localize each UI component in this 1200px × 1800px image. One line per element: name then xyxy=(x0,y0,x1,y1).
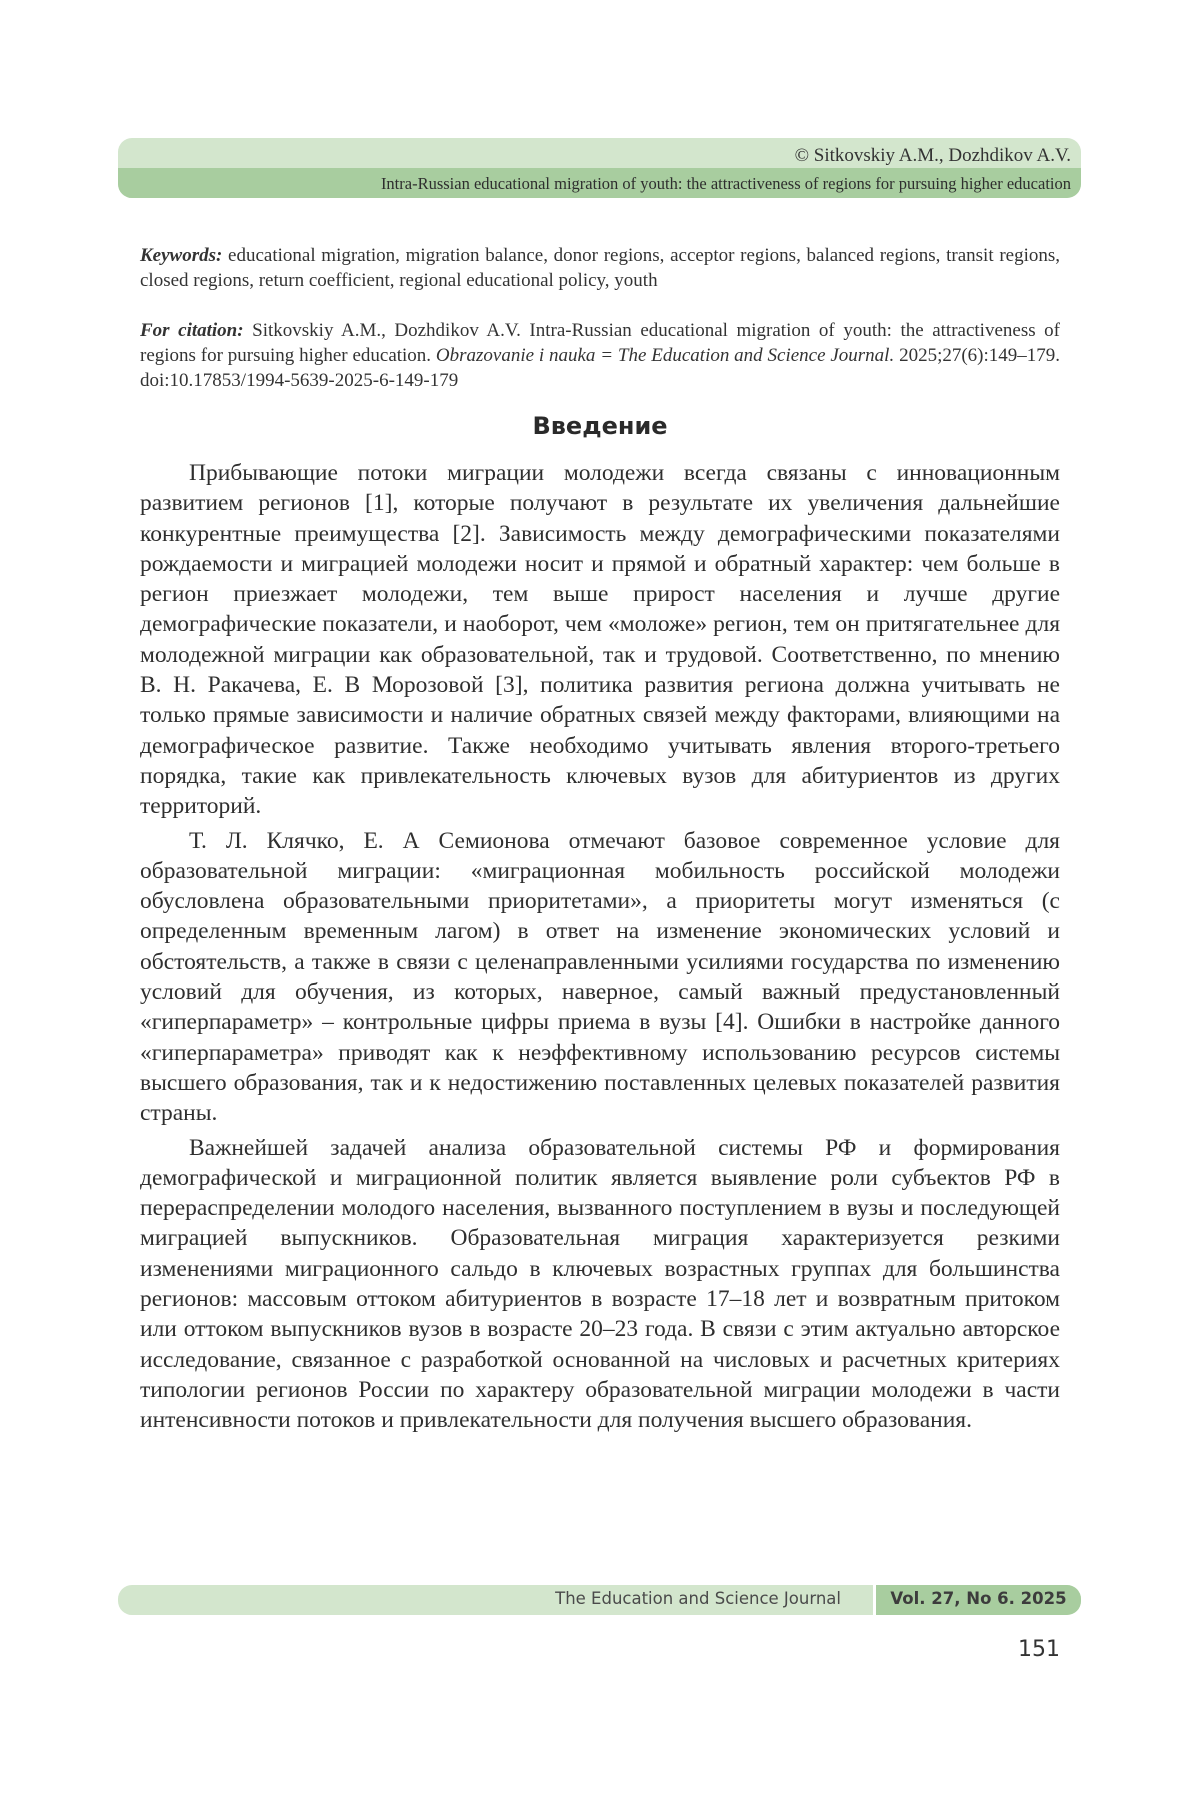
keywords-block xyxy=(140,243,1060,293)
running-header xyxy=(118,138,1081,198)
footer-volume: Vol. 27, No 6. 2025 xyxy=(890,1589,1067,1608)
body-text xyxy=(140,458,1060,1436)
header-article-title: Intra-Russian educational migration of youth: the attractiveness of regions for pursuing higher education xyxy=(380,174,1071,193)
citation-text: Sitkovskiy A.M., Dozhdikov A.V. Intra-Russian educational migration of youth: the attractiveness of regions for pursuing higher education. xyxy=(140,320,1061,366)
running-footer xyxy=(118,1585,1081,1615)
keywords-label: Keywords: xyxy=(140,245,223,266)
paragraph: Важнейшей задачей анализа образовательной системы РФ и формирования демографической и миграционной политик является выявление роли субъектов РФ в перераспределении молодого населения, вызванного поступлением в вузы и последующей миграцией выпускников. Образовательная миграция характеризуется резкими изменениями миграционного сальдо в ключевых возрастных группах для большинства регионов: массовым оттоком абитуриентов в возрасте 17–18 лет и возвратным притоком или оттоком выпускников вузов в возрасте 20–23 года. В связи с этим актуально авторское исследование, связанное с разработкой основанной на числовых и расчетных критериях типологии регионов России по характеру образовательной миграции молодежи в части интенсивности потоков и привлекательности для получения высшего образования. xyxy=(140,1134,1060,1434)
paragraph: Т. Л. Клячко, Е. А Семионова отмечают базовое современное условие для образовательной миграции: «миграционная мобильность российской молодежи обусловлена образовательными приоритетами», а приоритеты могут изменяться (с определенным временным лагом) в ответ на изменение экономических условий и обстоятельств, а также в связи с целенаправленными усилиями государства по изменению условий для обучения, из которых, наверное, самый важный предустановленный «гиперпараметр» – контрольные цифры приема в вузы [4]. Ошибки в настройке данного «гиперпараметра» приводят как к неэффективному использованию ресурсов системы высшего образования, так и к недостижению поставленных целевых показателей развития страны. xyxy=(140,827,1060,1127)
header-authors: © Sitkovskiy A.M., Dozhdikov A.V. xyxy=(794,145,1071,166)
paragraph: Прибывающие потоки миграции молодежи всегда связаны с инновационным развитием регионов [1], которые получают в результате их увеличения дальнейшие конкурентные преимущества [2]. Зависимость между демографическими показателями рождаемости и миграцией молодежи носит и прямой и обратный характер: чем больше в регион приезжает молодежи, тем выше прирост населения и лучше другие демографические показатели, и наоборот, чем «моложе» регион, тем он притягательнее для молодежной миграции как образовательной, так и трудовой. Соответственно, по мнению В. Н. Ракачева, Е. В Морозовой [3], политика развития региона должна учитывать не только прямые зависимости и наличие обратных связей между факторами, влияющими на демографическое развитие. Также необходимо учитывать явления второго-третьего порядка, такие как привлекательность ключевых вузов для абитуриентов из других территорий. xyxy=(140,460,1060,820)
keywords-text: educational migration, migration balance, donor regions, acceptor regions, balanced regions, transit regions, closed regions, return coefficient, regional educational policy, youth xyxy=(140,245,1060,291)
footer-volume-cell xyxy=(873,1585,1081,1615)
footer-journal-name: The Education and Science Journal xyxy=(555,1589,841,1608)
citation-doi: 2025;27(6):149–179. doi:10.17853/1994-5639-2025-6-149-179 xyxy=(140,345,1061,391)
citation-block xyxy=(140,318,1060,393)
citation-label: For citation: xyxy=(140,320,244,341)
section-heading: Введение xyxy=(532,412,668,440)
page-number: 151 xyxy=(1018,1637,1060,1662)
citation-journal: Obrazovanie i nauka = The Education and Science Journal. xyxy=(435,345,895,366)
